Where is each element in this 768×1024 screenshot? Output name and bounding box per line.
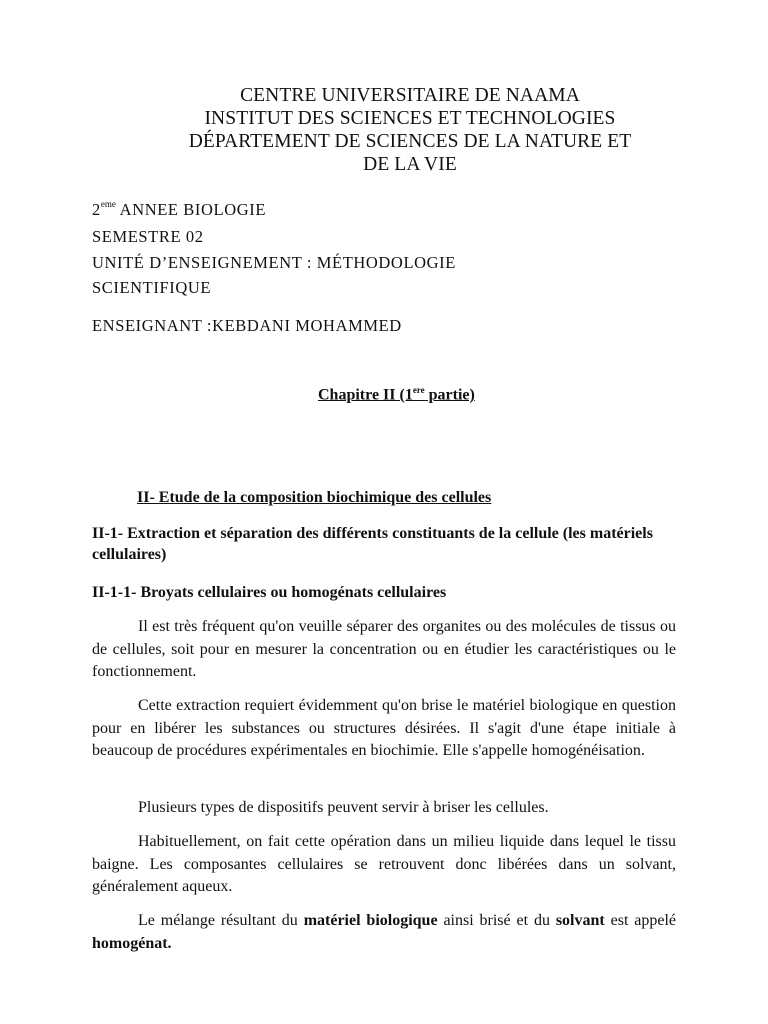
term-homogenate: homogénat.: [92, 934, 172, 952]
unit-line-1: UNITÉ D’ENSEIGNEMENT : MÉTHODOLOGIE: [92, 253, 456, 272]
chapter-suffix: partie): [424, 386, 475, 404]
paragraph-3: Plusieurs types de dispositifs peuvent servir à briser les cellules.: [138, 799, 549, 816]
chapter-superscript: ere: [412, 385, 425, 395]
year-text: ANNEE BIOLOGIE: [115, 200, 267, 219]
chapter-prefix: Chapitre II (1: [318, 386, 413, 404]
section-heading: II- Etude de la composition biochimique des cellules: [137, 489, 492, 506]
header-line-2: INSTITUT DES SCIENCES ET TECHNOLOGIES: [204, 108, 616, 129]
paragraph-1: Il est très fréquent qu'on veuille séparer des organites ou des molécules de tissus ou de cellules, soit pour en mesurer la concentration ou en étudier les caractéristiques ou le fonctionnement.: [92, 618, 676, 680]
institution-header: [60, 84, 760, 176]
header-line-4: DE LA VIE: [363, 154, 457, 175]
unit-line-2: SCIENTIFIQUE: [92, 278, 212, 297]
paragraph-2: Cette extraction requiert évidemment qu'on brise le matériel biologique en question pour en libérer les substances ou structures désirées. Il s'agit d'une étape initiale à beaucoup de procédures expérimentales en biochimie. Elle s'appelle homogénéisation.: [92, 697, 676, 759]
paragraph-5-text-a: Le mélange résultant du: [138, 912, 304, 929]
year-line: [92, 200, 266, 220]
subsection-heading-2: II-1-1- Broyats cellulaires ou homogénats cellulaires: [92, 584, 447, 601]
paragraph-5: [92, 910, 676, 955]
paragraph-5-text-b: ainsi brisé et du: [437, 912, 556, 929]
semester-line: SEMESTRE 02: [92, 227, 204, 246]
year-number: 2: [92, 200, 101, 219]
teacher-line: ENSEIGNANT :KEBDANI MOHAMMED: [92, 316, 402, 335]
header-line-3: DÉPARTEMENT DE SCIENCES DE LA NATURE ET: [188, 131, 632, 152]
paragraph-5-text-c: est appelé: [604, 912, 677, 929]
subsection-heading-1: II-1- Extraction et séparation des différents constituants de la cellule (les matériels cellulaires): [92, 525, 653, 563]
chapter-title: [318, 385, 475, 404]
term-biological-material: matériel biologique: [303, 912, 438, 929]
paragraph-4: Habituellement, on fait cette opération dans un milieu liquide dans lequel le tissu baigne. Les composantes cellulaires se retrouvent donc libérées dans un solvant, généralement aqueux.: [92, 833, 676, 895]
year-superscript: eme: [100, 198, 116, 209]
header-line-1: CENTRE UNIVERSITAIRE DE NAAMA: [240, 85, 580, 106]
term-solvent: solvant: [555, 912, 605, 929]
